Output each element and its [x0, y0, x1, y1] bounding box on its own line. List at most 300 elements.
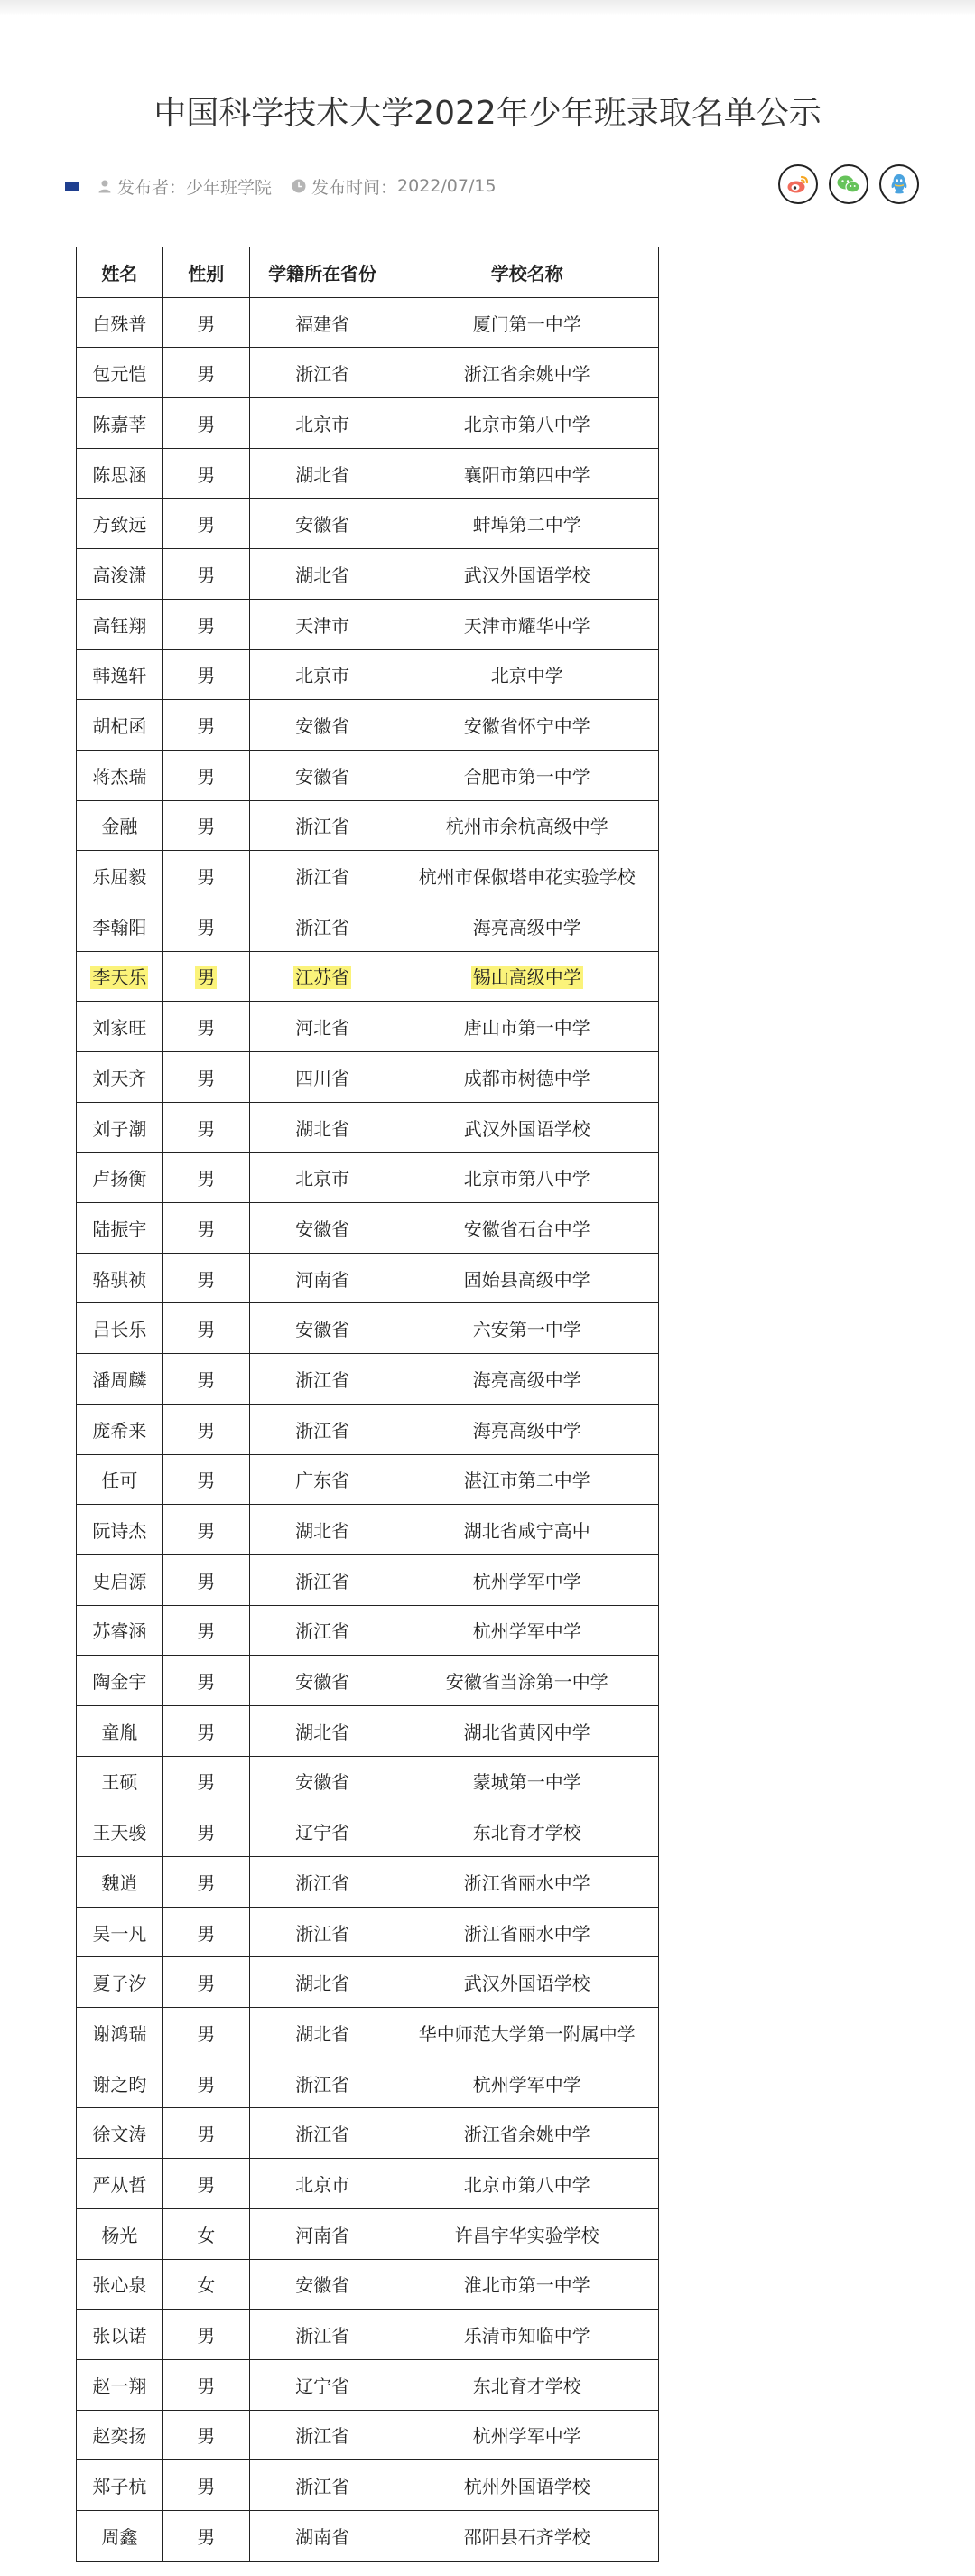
cell-gender-text: 男 — [197, 1067, 216, 1089]
cell-province-text: 浙江省 — [295, 1419, 350, 1442]
cell-school — [395, 1957, 659, 2008]
cell-name — [77, 1153, 163, 1203]
cell-gender — [162, 2310, 249, 2360]
cell-province-text: 浙江省 — [295, 916, 350, 938]
table-row — [77, 700, 659, 751]
cell-name — [77, 1957, 163, 2008]
cell-gender — [162, 851, 249, 901]
cell-gender — [162, 1253, 249, 1303]
cell-name-text: 庞希来 — [92, 1419, 147, 1442]
cell-province-text: 安徽省 — [295, 1771, 350, 1794]
cell-gender — [162, 499, 249, 549]
cell-school — [395, 800, 659, 851]
table-row — [77, 649, 659, 700]
table-row — [77, 2359, 659, 2410]
cell-gender-text: 男 — [197, 514, 216, 537]
cell-name — [77, 297, 163, 348]
cell-name-text: 任可 — [101, 1470, 138, 1492]
article-title: 中国科学技术大学2022年少年班录取名单公示 — [153, 95, 822, 132]
table-row — [77, 1102, 659, 1153]
cell-gender-text: 男 — [197, 2476, 216, 2498]
article-meta — [65, 170, 516, 202]
cell-province — [249, 2108, 395, 2159]
cell-gender — [162, 1957, 249, 2008]
cell-school-text: 襄阳市第四中学 — [463, 463, 590, 486]
cell-name-text: 潘周麟 — [92, 1368, 147, 1391]
cell-name — [77, 2510, 163, 2561]
cell-name — [77, 599, 163, 649]
table-row — [77, 2410, 659, 2460]
cell-gender — [162, 1052, 249, 1103]
cell-name-text: 骆骐祯 — [92, 1268, 147, 1291]
cell-gender-text: 男 — [197, 2425, 216, 2448]
cell-gender — [162, 1102, 249, 1153]
cell-province-text: 湖北省 — [295, 1973, 350, 1995]
publish-time-info — [292, 174, 497, 199]
cell-school — [395, 951, 659, 1002]
table-row — [77, 1806, 659, 1857]
cell-gender — [162, 1203, 249, 1254]
cell-name — [77, 2259, 163, 2310]
cell-province-text: 北京市 — [295, 1168, 350, 1190]
cell-province — [249, 1806, 395, 1857]
cell-gender — [162, 2058, 249, 2108]
cell-province-text: 湖北省 — [295, 1520, 350, 1543]
cell-name — [77, 951, 163, 1002]
cell-school — [395, 1253, 659, 1303]
cell-name — [77, 549, 163, 600]
cell-name — [77, 1002, 163, 1052]
cell-school-text: 邵阳县石齐学校 — [463, 2525, 590, 2548]
cell-gender — [162, 951, 249, 1002]
cell-school-text: 杭州市保俶塔申花实验学校 — [418, 866, 636, 889]
cell-province — [249, 1253, 395, 1303]
cell-school-text: 武汉外国语学校 — [463, 1973, 590, 1995]
cell-gender-text: 男 — [197, 1871, 216, 1894]
table-row — [77, 1857, 659, 1908]
cell-province-text: 浙江省 — [295, 363, 350, 386]
cell-province — [249, 901, 395, 951]
cell-gender-text: 男 — [197, 463, 216, 486]
share-weibo-button[interactable] — [778, 164, 818, 204]
cell-gender-text: 男 — [197, 1973, 216, 1995]
cell-gender — [162, 1806, 249, 1857]
cell-gender — [162, 1505, 249, 1555]
cell-gender-text: 男 — [197, 1671, 216, 1694]
table-row — [77, 1705, 659, 1756]
cell-school — [395, 599, 659, 649]
cell-school-text: 杭州学军中学 — [472, 2425, 581, 2448]
cell-gender-text: 男 — [197, 614, 216, 637]
cell-province-text: 安徽省 — [295, 1218, 350, 1240]
cell-school — [395, 1203, 659, 1254]
cell-school — [395, 1705, 659, 1756]
cell-school-text: 浙江省余姚中学 — [463, 2123, 590, 2146]
cell-gender — [162, 800, 249, 851]
cell-gender-text: 男 — [197, 1822, 216, 1844]
cell-gender-text: 男 — [197, 966, 216, 989]
cell-school — [395, 2159, 659, 2209]
cell-province — [249, 1656, 395, 1706]
cell-name — [77, 1756, 163, 1806]
cell-gender-text: 男 — [197, 1922, 216, 1945]
cell-school-text: 安徽省当涂第一中学 — [445, 1671, 608, 1694]
cell-school — [395, 1303, 659, 1354]
cell-province — [249, 1705, 395, 1756]
cell-gender — [162, 297, 249, 348]
cell-gender-text: 男 — [197, 2123, 216, 2146]
cell-school-text: 北京中学 — [490, 665, 563, 687]
cell-province — [249, 398, 395, 449]
cell-province-text: 安徽省 — [295, 2274, 350, 2297]
table-row — [77, 448, 659, 499]
cell-province-text: 河北省 — [295, 1017, 350, 1040]
table-row — [77, 599, 659, 649]
table-row — [77, 1454, 659, 1505]
cell-name — [77, 2359, 163, 2410]
table-row — [77, 2259, 659, 2310]
cell-province-text: 浙江省 — [295, 2325, 350, 2347]
publish-time-label: 发布时间： — [311, 177, 398, 198]
cell-name-text: 夏子汐 — [92, 1973, 147, 1995]
cell-school — [395, 1454, 659, 1505]
table-row — [77, 1153, 659, 1203]
cell-province — [249, 1907, 395, 1957]
cell-name-text: 魏逍 — [101, 1871, 138, 1894]
cell-name-text: 刘家旺 — [92, 1017, 147, 1040]
cell-school-text: 湖北省咸宁高中 — [463, 1520, 590, 1543]
cell-school — [395, 1857, 659, 1908]
cell-name-text: 赵奕扬 — [92, 2425, 147, 2448]
cell-school-text: 北京市第八中学 — [463, 413, 590, 435]
cell-province — [249, 1102, 395, 1153]
cell-province-text: 湖北省 — [295, 463, 350, 486]
cell-name — [77, 1907, 163, 1957]
cell-name-text: 李天乐 — [92, 966, 147, 989]
cell-school — [395, 1404, 659, 1454]
cell-name — [77, 1454, 163, 1505]
cell-name-text: 王天骏 — [92, 1822, 147, 1844]
cell-province — [249, 1957, 395, 2008]
cell-gender — [162, 1554, 249, 1605]
cell-name-text: 徐文涛 — [92, 2123, 147, 2146]
cell-gender-text: 男 — [197, 816, 216, 838]
cell-province-text: 湖北省 — [295, 2022, 350, 2045]
cell-name — [77, 2208, 163, 2259]
cell-school-text: 北京市第八中学 — [463, 2173, 590, 2196]
cell-province — [249, 2460, 395, 2511]
cell-province-text: 河南省 — [295, 2224, 350, 2246]
cell-school-text: 锡山高级中学 — [472, 966, 581, 989]
table-row — [77, 2310, 659, 2360]
cell-province-text: 浙江省 — [295, 2073, 350, 2095]
cell-school — [395, 448, 659, 499]
table-row — [77, 348, 659, 398]
cell-province-text: 浙江省 — [295, 1922, 350, 1945]
cell-name — [77, 1354, 163, 1405]
cell-school-text: 东北育才学校 — [472, 2375, 581, 2397]
table-header-row — [77, 247, 659, 298]
cell-province-text: 四川省 — [295, 1067, 350, 1089]
cell-name-text: 谢鸿瑞 — [92, 2022, 147, 2045]
cell-name — [77, 1203, 163, 1254]
cell-province-text: 浙江省 — [295, 1620, 350, 1643]
cell-gender-text: 男 — [197, 1368, 216, 1391]
cell-name — [77, 1806, 163, 1857]
cell-name-text: 胡杞函 — [92, 715, 147, 738]
cell-school — [395, 297, 659, 348]
cell-name — [77, 1705, 163, 1756]
cell-gender-text: 男 — [197, 1570, 216, 1592]
cell-name-text: 陶金宇 — [92, 1671, 147, 1694]
cell-name-text: 李翰阳 — [92, 916, 147, 938]
cell-province-text: 北京市 — [295, 413, 350, 435]
cell-name-text: 高钰翔 — [92, 614, 147, 637]
cell-name-text: 严从哲 — [92, 2173, 147, 2196]
cell-name — [77, 851, 163, 901]
cell-gender — [162, 901, 249, 951]
cell-name — [77, 800, 163, 851]
cell-school-text: 湖北省黄冈中学 — [463, 1721, 590, 1743]
cell-school — [395, 1554, 659, 1605]
cell-school-text: 武汉外国语学校 — [463, 1117, 590, 1140]
cell-province-text: 安徽省 — [295, 715, 350, 738]
cell-school — [395, 1505, 659, 1555]
cell-name — [77, 649, 163, 700]
cell-province-text: 安徽省 — [295, 765, 350, 788]
table-row — [77, 549, 659, 600]
share-wechat-button[interactable] — [829, 164, 868, 204]
cell-name-text: 陈嘉莘 — [92, 413, 147, 435]
cell-province — [249, 448, 395, 499]
cell-gender — [162, 1705, 249, 1756]
cell-school — [395, 649, 659, 700]
table-row — [77, 297, 659, 348]
cell-name — [77, 1857, 163, 1908]
cell-province — [249, 1756, 395, 1806]
cell-school-text: 杭州学军中学 — [472, 2073, 581, 2095]
cell-province — [249, 700, 395, 751]
cell-gender — [162, 1454, 249, 1505]
cell-name — [77, 1656, 163, 1706]
cell-name — [77, 1102, 163, 1153]
cell-province-text: 北京市 — [295, 665, 350, 687]
cell-gender — [162, 2410, 249, 2460]
table-row — [77, 2460, 659, 2511]
cell-gender-text: 男 — [197, 2022, 216, 2045]
cell-province — [249, 1454, 395, 1505]
cell-school — [395, 348, 659, 398]
cell-name-text: 郑子杭 — [92, 2476, 147, 2498]
cell-name-text: 周鑫 — [101, 2525, 138, 2548]
cell-name-text: 蒋杰瑞 — [92, 765, 147, 788]
table-row — [77, 2058, 659, 2108]
cell-name — [77, 750, 163, 800]
cell-gender-text: 男 — [197, 1620, 216, 1643]
cell-name-text: 金融 — [101, 816, 138, 838]
cell-gender — [162, 2159, 249, 2209]
cell-school — [395, 1806, 659, 1857]
cell-name-text: 王硕 — [101, 1771, 138, 1794]
cell-province — [249, 1203, 395, 1254]
cell-province — [249, 549, 395, 600]
cell-name-text: 史启源 — [92, 1570, 147, 1592]
header-gender: 性别 — [162, 247, 249, 298]
cell-province — [249, 1505, 395, 1555]
cell-province — [249, 951, 395, 1002]
cell-province — [249, 800, 395, 851]
cell-school-text: 固始县高级中学 — [463, 1268, 590, 1291]
table-row — [77, 398, 659, 449]
cell-school-text: 杭州外国语学校 — [463, 2476, 590, 2498]
weibo-icon — [786, 174, 810, 194]
cell-school — [395, 700, 659, 751]
cell-province-text: 安徽省 — [295, 1319, 350, 1341]
cell-name-text: 白殊普 — [92, 313, 147, 335]
table-row — [77, 1404, 659, 1454]
table-row — [77, 750, 659, 800]
cell-school — [395, 2058, 659, 2108]
table-row — [77, 1907, 659, 1957]
cell-name — [77, 348, 163, 398]
cell-school — [395, 2460, 659, 2511]
share-qq-button[interactable] — [879, 164, 919, 204]
table-row — [77, 1303, 659, 1354]
cell-gender-text: 男 — [197, 1218, 216, 1240]
cell-province-text: 北京市 — [295, 2173, 350, 2196]
cell-province-text: 天津市 — [295, 614, 350, 637]
cell-name — [77, 2159, 163, 2209]
cell-school — [395, 398, 659, 449]
admission-list-table — [76, 247, 659, 2562]
cell-name — [77, 499, 163, 549]
header-school: 学校名称 — [395, 247, 659, 298]
cell-province-text: 浙江省 — [295, 1368, 350, 1391]
table-row — [77, 1002, 659, 1052]
cell-gender-text: 男 — [197, 2173, 216, 2196]
table-row — [77, 851, 659, 901]
cell-school — [395, 2259, 659, 2310]
cell-province-text: 浙江省 — [295, 2123, 350, 2146]
cell-gender-text: 女 — [197, 2274, 216, 2297]
publish-time: 2022/07/15 — [397, 176, 497, 196]
cell-gender — [162, 649, 249, 700]
cell-province-text: 浙江省 — [295, 816, 350, 838]
cell-province — [249, 2008, 395, 2058]
cell-name-text: 刘子潮 — [92, 1117, 147, 1140]
cell-school-text: 许昌宇华实验学校 — [454, 2224, 599, 2246]
cell-name-text: 吕长乐 — [92, 1319, 147, 1341]
cell-name-text: 童胤 — [101, 1721, 138, 1743]
user-icon — [98, 179, 112, 193]
cell-gender-text: 男 — [197, 413, 216, 435]
cell-school-text: 东北育才学校 — [472, 1822, 581, 1844]
cell-name-text: 刘天齐 — [92, 1067, 147, 1089]
cell-school — [395, 2510, 659, 2561]
cell-province — [249, 2058, 395, 2108]
cell-school-text: 武汉外国语学校 — [463, 564, 590, 586]
cell-school-text: 浙江省丽水中学 — [463, 1922, 590, 1945]
cell-name-text: 高浚潇 — [92, 564, 147, 586]
cell-school-text: 蚌埠第二中学 — [472, 514, 581, 537]
publisher-label: 发布者： — [117, 177, 187, 198]
cell-school-text: 北京市第八中学 — [463, 1168, 590, 1190]
table-row — [77, 1203, 659, 1254]
cell-province — [249, 2159, 395, 2209]
table-row — [77, 1052, 659, 1103]
cell-province-text: 浙江省 — [295, 866, 350, 889]
cell-name — [77, 2410, 163, 2460]
cell-school — [395, 901, 659, 951]
cell-gender — [162, 750, 249, 800]
cell-gender — [162, 1303, 249, 1354]
cell-province-text: 浙江省 — [295, 1570, 350, 1592]
cell-province-text: 浙江省 — [295, 2476, 350, 2498]
cell-name-text: 吴一凡 — [92, 1922, 147, 1945]
cell-province — [249, 2510, 395, 2561]
cell-province — [249, 2359, 395, 2410]
cell-province-text: 辽宁省 — [295, 2375, 350, 2397]
cell-name-text: 阮诗杰 — [92, 1520, 147, 1543]
table-row — [77, 1554, 659, 1605]
cell-gender-text: 男 — [197, 715, 216, 738]
clock-icon — [292, 179, 306, 193]
table-row — [77, 2208, 659, 2259]
cell-school — [395, 2208, 659, 2259]
cell-province — [249, 1303, 395, 1354]
cell-gender — [162, 2008, 249, 2058]
cell-gender — [162, 1404, 249, 1454]
cell-school — [395, 499, 659, 549]
cell-name — [77, 1404, 163, 1454]
cell-school-text: 唐山市第一中学 — [463, 1017, 590, 1040]
cell-gender — [162, 700, 249, 751]
cell-school — [395, 1002, 659, 1052]
cell-gender-text: 男 — [197, 1721, 216, 1743]
cell-gender — [162, 1656, 249, 1706]
cell-gender-text: 男 — [197, 2525, 216, 2548]
table-row — [77, 2159, 659, 2209]
cell-province — [249, 599, 395, 649]
cell-gender-text: 男 — [197, 1017, 216, 1040]
cell-school — [395, 2008, 659, 2058]
table-row — [77, 901, 659, 951]
cell-gender — [162, 2259, 249, 2310]
cell-school-text: 海亮高级中学 — [472, 916, 581, 938]
cell-name — [77, 1052, 163, 1103]
share-buttons — [778, 164, 919, 204]
cell-name — [77, 1605, 163, 1656]
cell-gender — [162, 1605, 249, 1656]
cell-name — [77, 1505, 163, 1555]
cell-name — [77, 448, 163, 499]
cell-province-text: 安徽省 — [295, 514, 350, 537]
cell-school — [395, 1756, 659, 1806]
cell-gender-text: 男 — [197, 564, 216, 586]
cell-gender-text: 男 — [197, 1117, 216, 1140]
cell-gender-text: 男 — [197, 363, 216, 386]
cell-school — [395, 549, 659, 600]
cell-school-text: 蒙城第一中学 — [472, 1771, 581, 1794]
cell-gender-text: 男 — [197, 866, 216, 889]
cell-gender — [162, 1002, 249, 1052]
table-row — [77, 1505, 659, 1555]
cell-gender — [162, 2460, 249, 2511]
cell-school-text: 浙江省丽水中学 — [463, 1871, 590, 1894]
flag-icon — [65, 182, 79, 191]
cell-province — [249, 1002, 395, 1052]
table-row — [77, 1957, 659, 2008]
